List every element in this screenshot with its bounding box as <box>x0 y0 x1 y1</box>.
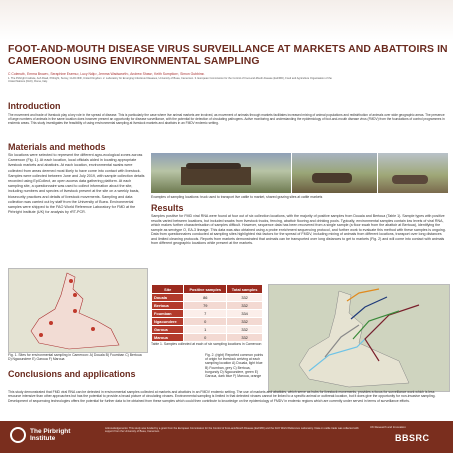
fig2-map <box>268 284 450 392</box>
poster-footer <box>0 421 453 453</box>
table-header-site: Site <box>152 285 184 294</box>
site-marker-f <box>69 279 73 283</box>
market-photo-2 <box>378 153 448 193</box>
truck-shape <box>181 167 251 185</box>
site-marker-a <box>39 333 43 337</box>
table-cell-site: Garoua <box>152 326 184 334</box>
introduction-heading: Introduction <box>8 101 61 111</box>
header-decoration <box>0 0 453 40</box>
table-cell-positive: 79 <box>184 302 227 310</box>
samples-table <box>151 284 263 342</box>
photos-caption: Examples of sampling locations: truck used to transport live cattle to market, shared grazing sites at cattle markets <box>151 195 323 199</box>
pirbright-logo-text: The Pirbright Institute <box>30 428 71 442</box>
authors: C Colenutt¹, Emma Brown¹, Seraphine Esemu², Lucy Ndip², Jemma Wadsworth¹, Andrew Shaw³, Keith Sumption³, Simon Gubbins¹ <box>8 72 205 76</box>
ukri-text: UK Research and Innovation <box>370 425 406 429</box>
table-cell-total: 334 <box>227 310 263 318</box>
table-cell-total: 332 <box>227 302 263 310</box>
pirbright-logo-mark <box>10 427 26 443</box>
table-cell-site: Foumban <box>152 310 184 318</box>
market-photo-1 <box>292 153 377 193</box>
introduction-text: The movement and trade of livestock play a key role in the spread of disease. This is particularly the case where live animal markets are involved, as movement of animals through markets facilitates increased mixing of animal populations and redistribution of animals over wide geographic areas. The presence of large numbers of animals in the same location does however present an opportunity for disease surveillance, with the potential for detection of circulating pathogens. Active monitoring and understanding the epidemiology of foot-and-mouth disease virus (FMDV) from the foundations of control programmes in endemic areas. This study investigates the feasibility of using environmental sampling at livestock markets and abattoirs in an FMDV endemic setting. <box>8 113 445 126</box>
table-cell-positive: 0 <box>184 334 227 342</box>
table-cell-positive: 86 <box>184 294 227 302</box>
table-header-total: Total samples <box>227 285 263 294</box>
table-cell-total: 332 <box>227 326 263 334</box>
table-row <box>152 302 263 310</box>
site-marker-e <box>73 293 77 297</box>
table-cell-total: 332 <box>227 294 263 302</box>
table-cell-site: Bertoua <box>152 302 184 310</box>
table-row <box>152 334 263 342</box>
table-row <box>152 310 263 318</box>
acknowledgements: Acknowledgements: This study was funded by a grant from the European Commission for the Control of Foot-and-Mouth Disease (EuFMD) and the FAO World Reference Laboratory. Data on cattle trade was collected with support from the University of Buea, Cameroon. <box>105 427 359 434</box>
truck-photo <box>151 153 291 193</box>
table-cell-site: Maroua <box>152 334 184 342</box>
poster-title: FOOT-AND-MOUTH DISEASE VIRUS SURVEILLANCE AT MARKETS AND ABATTOIRS IN CAMEROON USING ENVIRONMENTAL SAMPLING <box>8 44 448 67</box>
table1-caption: Table 1. Samples collected at each of six sampling locations in Cameroon <box>151 342 262 346</box>
table-cell-total: 332 <box>227 334 263 342</box>
fig1-map <box>8 268 148 353</box>
table-cell-positive: 1 <box>184 326 227 334</box>
table-cell-total: 332 <box>227 318 263 326</box>
table-row <box>152 318 263 326</box>
table-header-row <box>152 285 263 294</box>
site-marker-c <box>91 327 95 331</box>
affiliations: 1. The Pirbright Institute, Ash Road, Pirbright, Surrey, GU24 0NF, United Kingdom. 2. Laboratory for Emerging Infectious Diseases, University of Buea, Cameroon. 3. European Commission for the Control of Foot-and-Mouth disease (EuFMD), Food and Agriculture Organisation of the United Nations (FAO), Rome, Italy. <box>8 77 332 84</box>
site-marker-d <box>73 309 77 313</box>
conclusions-heading: Conclusions and applications <box>8 369 136 379</box>
table-cell-site: Douala <box>152 294 184 302</box>
results-heading: Results <box>151 203 184 213</box>
table-cell-positive: 0 <box>184 318 227 326</box>
cattle-group-shape <box>312 173 352 183</box>
fig2-caption: Fig. 2. (right) Reported common points of origin for livestock arriving at each sampling location A) Douala, light blue B) Foumban, grey C) Bertoua, burgundy D) Ngaoundere, green E) Garoua, dark blue F) Maroua, orange <box>205 353 264 379</box>
results-text: Samples positive for FMD viral RNA were found at four out of six collection locations, with the majority of positive samples from Douala and Bertoua (Table 1). Sample types with positive results varied between locations, but included swabs from livestock trucks, fencing, abattoir flooring and drinking pools. Typically, environmental samples contain low levels of viral RNA, which makes further characterisation of samples difficult. However, sequence data has been recovered from a single sample (a floor swab from the abattoir at Bertoua), identifying the sample as serotype O, EA-3 lineage. This data was also obtained using a probe enrichment sequencing protocol, and further work to evaluate this method with these samples is ongoing. Data from questionnaires conducted at sampling sites highlighted risk factors for the spread of FMDV, including mixing of animals from different locations, transport over long distances and limited cleaning protocols. Reports from markets demonstrated that animals can be transported over long distances to get to markets (Fig. 2) and will come into contact with animals from different geographic locations while present at the markets. <box>151 214 446 245</box>
table-header-positive: Positive samples <box>184 285 227 294</box>
site-marker-b <box>49 321 53 325</box>
fig1-caption: Fig. 1. Sites for environmental sampling in Cameroon: A) Douala B) Foumban C) Bertoua D) Ngaoundere E) Garoua F) Maroua <box>8 353 142 362</box>
conclusions-text: This study demonstrated that FMD viral RNA can be detected in environmental samples collected at markets and abattoirs in an FMDV endemic setting. The use of markets and abattoirs, which serve as hubs for livestock movements, provides a focus for surveillance work which is less resource intensive than other approaches but has the potential to provide a broad picture of circulating viruses. Environmental sampling is limited in that detected viruses cannot be linked to a specific animal or outbreak location, but it does give the opportunity for non-invasive sampling. Development of sequencing technologies offers the potential for further data to be obtained from these samples which could then contribute to knowledge on the epidemiology of FMDV in endemic regions which are currently under served in terms of surveillance efforts. <box>8 390 436 403</box>
methods-text: Six locations were selected to represent the different agro-ecological zones across Cameroon (Fig. 1). At each location, local officials aided in locating appropriate livestock markets and abattoirs. At each location, environmental swabs were collected from areas deemed most likely to have come into contact with livestock. Samples were collected between June and July 2019, with sample collection details recorded using EpiCollect, an open access data gathering platform. At each sampling site, a questionnaire was used to collect information about the site, including numbers and species of livestock present at the site on a weekly basis, biosecurity practices and details of livestock movements. Sampling and data collection was carried out by staff from the University of Buea. Environmental samples were shipped to the FAO World Reference Laboratory for FMD at the Pirbright Institute (UK) for analysis by rRT-PCR. <box>8 153 145 215</box>
fig1-map-svg <box>9 269 147 352</box>
cattle-shape-2 <box>392 175 428 184</box>
table-cell-site: Ngaoundere <box>152 318 184 326</box>
table-cell-positive: 7 <box>184 310 227 318</box>
fig2-map-svg <box>269 285 449 391</box>
table-row <box>152 326 263 334</box>
table-row <box>152 294 263 302</box>
cattle-shape <box>186 163 241 169</box>
methods-heading: Materials and methods <box>8 142 106 152</box>
bbsrc-logo-text: BBSRC <box>395 433 430 443</box>
